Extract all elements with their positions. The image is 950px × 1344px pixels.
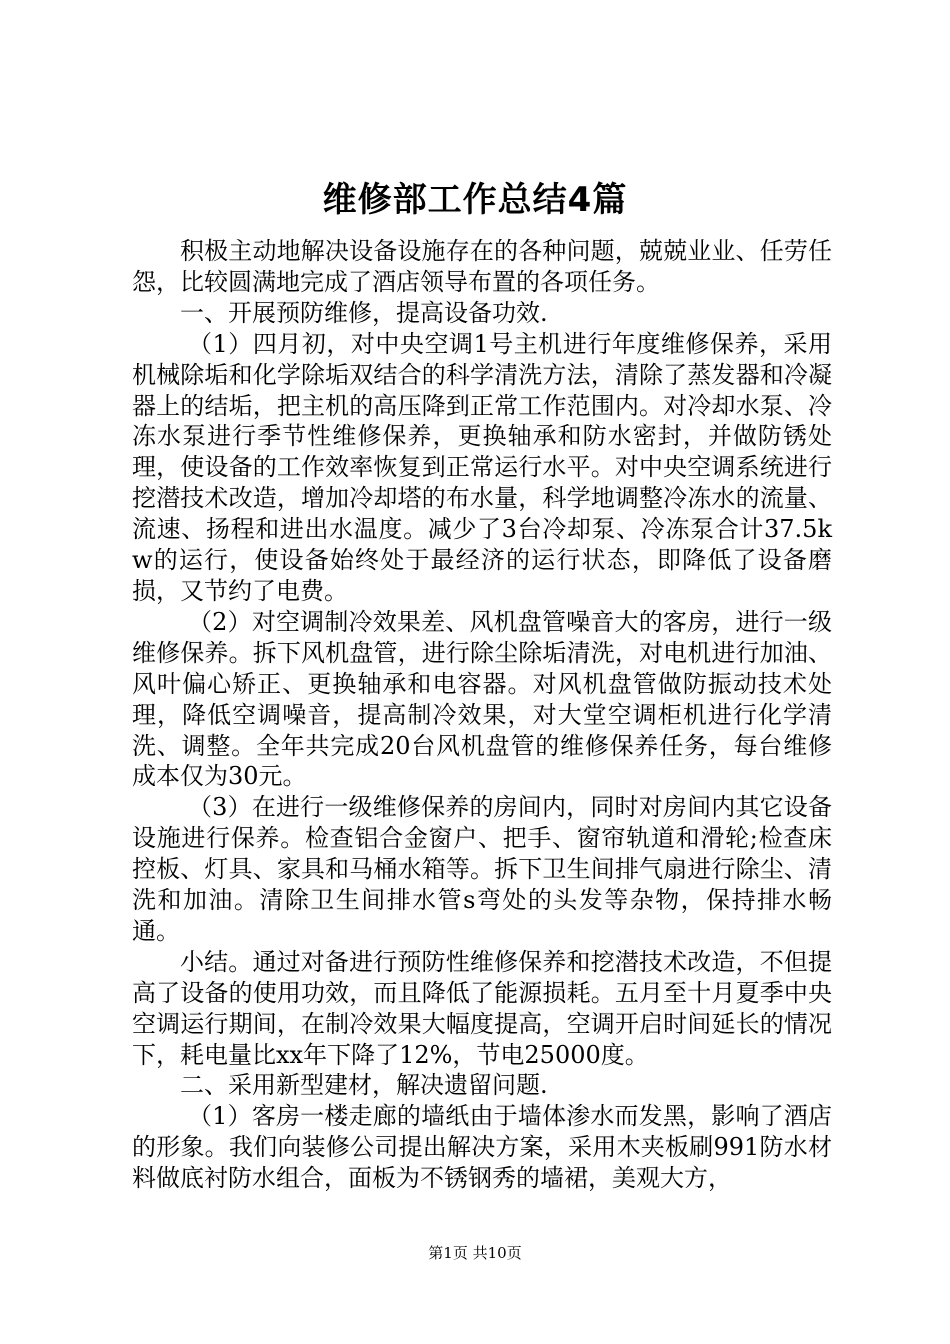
item-paragraph-1: （1）四月初，对中央空调1号主机进行年度维修保养，采用机械除垢和化学除垢双结合的科学清洗方法，清除了蒸发器和冷凝器上的结垢，把主机的高压降到正常工作范围内。对冷却水泵、冷冻水泵进行季节性维修保养，更换轴承和防水密封，并做防锈处理，使设备的工作效率恢复到正常运行水平。对中央空调系统进行挖潜技术改造，增加冷却塔的布水量，科学地调整冷冻水的流量、流速、扬程和进出水温度。减少了3台冷却泵、冷冻泵合计37.5kw的运行，使设备始终处于最经济的运行状态，即降低了设备磨损，又节约了电费。 <box>132 329 832 605</box>
item-paragraph-2: （2）对空调制冷效果差、风机盘管噪音大的客房，进行一级维修保养。拆下风机盘管，进行除尘除垢清洗，对电机进行加油、风叶偏心矫正、更换轴承和电容器。对风机盘管做防振动技术处理，降低空调噪音，提高制冷效果，对大堂空调柜机进行化学清洗、调整。全年共完成20台风机盘管的维修保养任务，每台维修成本仅为30元。 <box>132 607 832 791</box>
page-footer: 第1页 共10页 <box>428 1244 522 1262</box>
document-body <box>132 236 832 1194</box>
intro-paragraph: 积极主动地解决设备设施存在的各种问题，兢兢业业、任劳任怨，比较圆满地完成了酒店领导布置的各项任务。 <box>132 237 832 296</box>
section-heading-1: 一、开展预防维修，提高设备功效. <box>180 298 548 327</box>
document-title: 维修部工作总结4篇 <box>322 180 628 220</box>
item-paragraph-3: （3）在进行一级维修保养的房间内，同时对房间内其它设备设施进行保养。检查铝合金窗户、把手、窗帘轨道和滑轮;检查床控板、灯具、家具和马桶水箱等。拆下卫生间排气扇进行除尘、清洗和加油。清除卫生间排水管s弯处的头发等杂物，保持排水畅通。 <box>132 793 832 945</box>
item-paragraph-4: （1）客房一楼走廊的墙纸由于墙体渗水而发黑，影响了酒店的形象。我们向装修公司提出解决方案，采用木夹板刷991防水材料做底衬防水组合，面板为不锈钢秀的墙裙，美观大方， <box>132 1102 832 1193</box>
section-heading-2: 二、采用新型建材，解决遗留问题. <box>180 1071 548 1100</box>
summary-paragraph: 小结。通过对备进行预防性维修保养和挖潜技术改造，不但提高了设备的使用功效，而且降低了能源损耗。五月至十月夏季中央空调运行期间，在制冷效果大幅度提高，空调开启时间延长的情况下，耗电量比xx年下降了12%，节电25000度。 <box>132 947 832 1069</box>
